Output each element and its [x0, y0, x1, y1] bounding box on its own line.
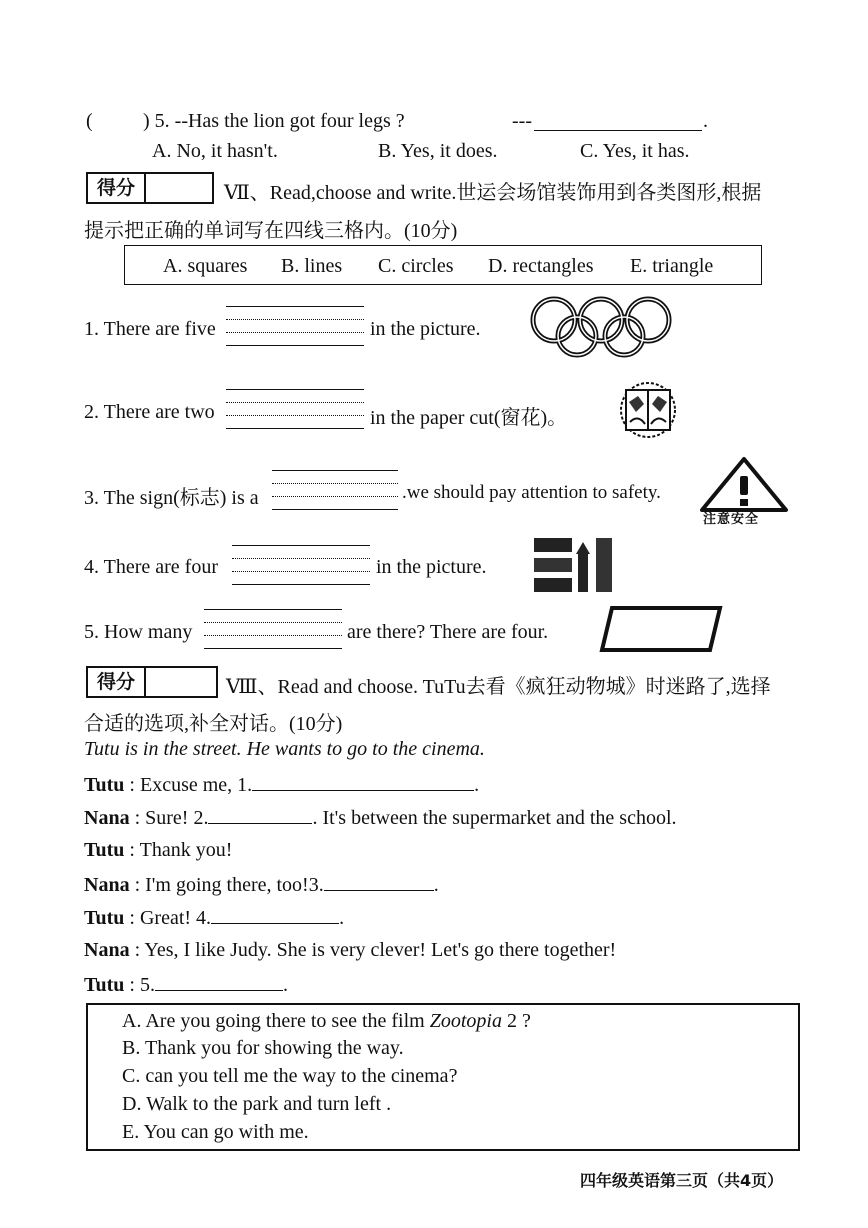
dialogue-line — [84, 972, 288, 997]
option-b: B. Thank you for showing the way. — [122, 1037, 404, 1059]
line-end: . — [282, 974, 288, 996]
speaker: Tutu — [84, 907, 125, 929]
option-b: B. Yes, it does. — [378, 140, 498, 162]
paper-cut-icon — [620, 372, 676, 448]
answer-paren: ( — [86, 110, 93, 132]
item-4-before: 4. There are four — [84, 556, 219, 578]
four-line-grid-1[interactable] — [226, 306, 364, 346]
item-1-after: in the picture. — [370, 318, 481, 340]
speaker: Nana — [84, 807, 130, 829]
speaker: Tutu — [84, 774, 125, 796]
blank-2[interactable] — [208, 805, 312, 824]
section-heading: Ⅶ、Read,choose and write.世运会场馆装饰用到各类图形,根据 — [224, 182, 762, 204]
line-text: : Thank you! — [124, 839, 233, 861]
answer-prefix: --- — [512, 110, 532, 132]
option-d: D. Walk to the park and turn left . — [122, 1093, 392, 1115]
item-2-after: in the paper cut(窗花)。 — [370, 407, 568, 429]
warning-sign-icon — [700, 456, 790, 514]
line-text: : Excuse me, 1. — [124, 774, 253, 796]
option-a: A. Are you going there to see the film Zootopia 2 ? — [122, 1010, 531, 1032]
dialogue-line — [84, 805, 677, 830]
section-heading-2: 提示把正确的单词写在四线三格内。(10分) — [84, 220, 458, 242]
line-text: : Sure! 2. — [129, 807, 209, 829]
item-2-before: 2. There are two — [84, 401, 215, 423]
line-end: . — [433, 874, 439, 896]
option-c: C. Yes, it has. — [580, 140, 690, 162]
section-heading-2: 合适的选项,补全对话。(10分) — [84, 713, 343, 735]
score-label: 得分 — [88, 668, 146, 696]
four-line-grid-4[interactable] — [232, 545, 370, 585]
blank-3[interactable] — [324, 872, 434, 891]
four-line-grid-2[interactable] — [226, 389, 364, 429]
dialogue-intro: Tutu is in the street. He wants to go to the cinema. — [84, 738, 485, 760]
olympic-rings-icon — [528, 294, 674, 358]
option-a: A. No, it hasn't. — [152, 140, 278, 162]
line-text: : I'm going there, too!3. — [129, 874, 324, 896]
answer-line[interactable] — [534, 112, 702, 131]
blank-1[interactable] — [252, 772, 474, 791]
rectangles-icon — [532, 536, 616, 596]
answer-end: . — [703, 110, 708, 132]
option-c: C. can you tell me the way to the cinema? — [122, 1065, 458, 1087]
parallelogram-icon — [598, 604, 724, 654]
question-text: ) 5. --Has the lion got four legs ? — [143, 110, 405, 132]
sign-caption: 注意安全 — [703, 512, 760, 527]
word-bank-item: C. circles — [378, 255, 454, 277]
dialogue-line — [84, 939, 616, 962]
option-e: E. You can go with me. — [122, 1121, 309, 1143]
line-text: : Great! 4. — [124, 907, 212, 929]
page-footer: 四年级英语第三页（共4页） — [580, 1171, 784, 1190]
word-bank-item: D. rectangles — [488, 255, 594, 277]
line-text: : 5. — [124, 974, 155, 996]
blank-4[interactable] — [211, 905, 339, 924]
dialogue-line — [84, 905, 344, 930]
item-3-before: 3. The sign(标志) is a — [84, 487, 259, 509]
score-label: 得分 — [88, 174, 146, 202]
line-end: . — [474, 774, 480, 796]
score-box — [86, 172, 214, 204]
line-end: . — [339, 907, 345, 929]
item-1-before: 1. There are five — [84, 318, 216, 340]
blank-5[interactable] — [155, 972, 283, 991]
four-line-grid-5[interactable] — [204, 609, 342, 649]
section-heading: Ⅷ、Read and choose. TuTu去看《疯狂动物城》时迷路了,选择 — [226, 676, 771, 698]
dialogue-line — [84, 772, 479, 797]
score-box — [86, 666, 218, 698]
item-4-after: in the picture. — [376, 556, 487, 578]
speaker: Tutu — [84, 974, 125, 996]
word-bank-item: A. squares — [163, 255, 248, 277]
dialogue-line — [84, 839, 232, 862]
speaker: Nana — [84, 874, 130, 896]
item-5-after: are there? There are four. — [347, 621, 549, 643]
speaker: Nana — [84, 939, 130, 961]
line-text: : Yes, I like Judy. She is very clever! Let's go there together! — [129, 939, 617, 961]
line-end: . It's between the supermarket and the school. — [312, 807, 677, 829]
speaker: Tutu — [84, 839, 125, 861]
word-bank-item: B. lines — [281, 255, 343, 277]
item-5-before: 5. How many — [84, 621, 193, 643]
dialogue-line — [84, 872, 439, 897]
item-3-after: .we should pay attention to safety. — [402, 482, 661, 503]
word-bank-item: E. triangle — [630, 255, 714, 277]
four-line-grid-3[interactable] — [272, 470, 398, 510]
